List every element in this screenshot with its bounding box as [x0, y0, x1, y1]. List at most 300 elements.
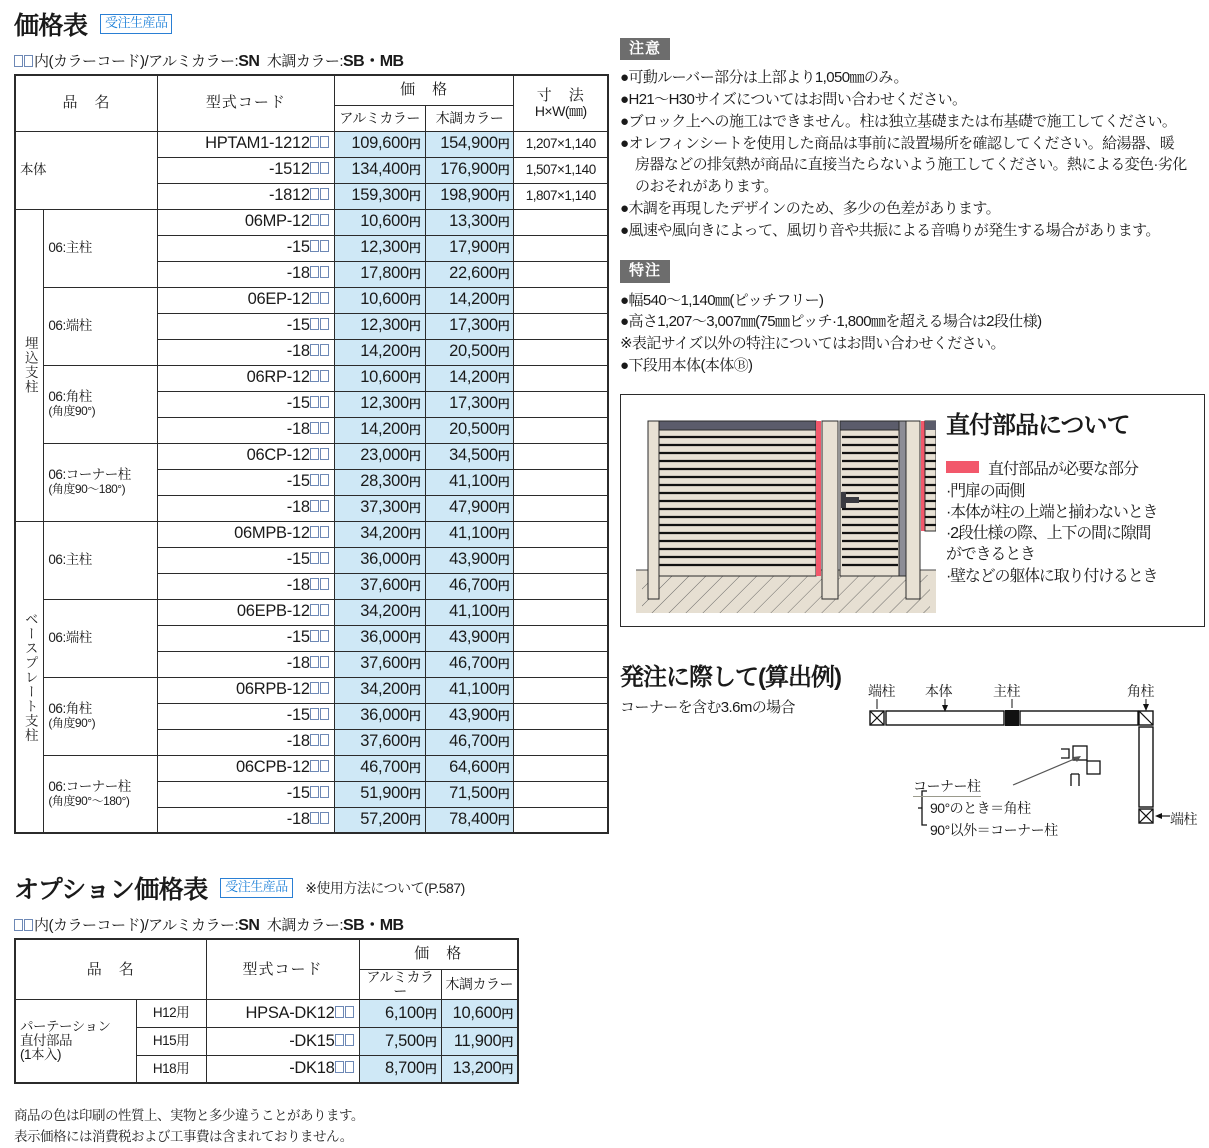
dimension-cell: 1,507×1,140 — [514, 157, 608, 183]
price-table-head — [15, 75, 608, 131]
price-alu-cell: 37,600円 — [334, 651, 425, 677]
color-code-box-icon — [310, 396, 319, 408]
model-code-cell: -1812 — [158, 183, 335, 209]
order-example-heading: 発注に際して(算出例) — [620, 663, 841, 691]
group-label: 本体 — [15, 131, 158, 209]
col-header-price: 価 格 — [334, 75, 514, 105]
color-code-box-icon — [310, 682, 319, 694]
order-diagram-svg — [865, 681, 1205, 841]
color-code-box-icon — [310, 734, 319, 746]
yen-unit: 円 — [497, 371, 510, 386]
order-example-sub: コーナーを含む3.6mの場合 — [620, 698, 795, 716]
color-code-box-icon — [310, 188, 319, 200]
yen-unit: 円 — [497, 267, 510, 282]
option-made-to-order-badge: 受注生産品 — [220, 878, 293, 897]
color-code-box-icon — [320, 188, 329, 200]
condition-line: ができるとき — [946, 546, 1035, 564]
yen-unit: 円 — [497, 553, 510, 568]
model-code-cell: -15 — [158, 547, 335, 573]
price-wood-cell: 43,900円 — [425, 547, 514, 573]
price-table-header — [14, 6, 609, 42]
dimension-cell — [514, 703, 608, 729]
made-to-order-badge: 受注生産品 — [100, 14, 173, 33]
price-alu-cell: 36,000円 — [334, 703, 425, 729]
color-code-box-icon — [320, 422, 329, 434]
yen-unit: 円 — [408, 189, 421, 204]
list-item: ●オレフィンシートを使用した商品は事前に設置場所を確認してください。給湯器、暖 — [620, 134, 1175, 152]
opt-col-header-price: 価 格 — [359, 939, 518, 969]
col-header-wood: 木調カラー — [425, 105, 514, 131]
option-table-body — [15, 999, 518, 1083]
diagram-label-square-post: 角柱 — [1127, 682, 1154, 699]
yen-unit: 円 — [408, 397, 421, 412]
model-code-cell: 06RP-12 — [158, 365, 335, 391]
price-wood-cell: 64,600円 — [425, 755, 514, 781]
price-alu-cell: 10,600円 — [334, 287, 425, 313]
yen-unit: 円 — [408, 579, 421, 594]
dimension-cell — [514, 261, 608, 287]
option-price-alu-cell: 7,500円 — [359, 1027, 441, 1055]
color-code-box-icon — [310, 214, 319, 226]
diagram-label-rule-90: 90°のとき＝角柱 — [930, 799, 1031, 816]
yen-unit: 円 — [408, 241, 421, 256]
color-code-box-icon — [310, 318, 319, 330]
option-model-code-cell: -DK15 — [206, 1027, 359, 1055]
list-item: ●下段用本体(本体Ⓑ) — [620, 356, 753, 374]
illustration-heading: 直付部品について — [946, 411, 1130, 439]
caution-list — [620, 67, 1205, 241]
option-price-table — [14, 938, 519, 1084]
yen-unit: 円 — [497, 683, 510, 698]
color-code-box-icon — [320, 292, 329, 304]
yen-unit: 円 — [408, 683, 421, 698]
model-code-cell: -15 — [158, 235, 335, 261]
condition-line: ·2段仕様の際、上下の間に隙間 — [946, 525, 1151, 543]
subgroup-label: 06:主柱 — [44, 521, 158, 599]
color-code-box-icon — [335, 1006, 344, 1018]
color-code-box-icon — [310, 344, 319, 356]
yen-unit: 円 — [424, 1062, 437, 1077]
price-alu-cell: 57,200円 — [334, 807, 425, 833]
diagram-label-rule-other: 90°以外＝コーナー柱 — [930, 821, 1058, 838]
legend-label: 直付部品が必要な部分 — [988, 460, 1139, 478]
caution-tag: 注意 — [620, 38, 670, 60]
illustration-conditions — [946, 481, 1196, 587]
color-code-box-icon — [310, 630, 319, 642]
color-code-box-icon — [345, 1006, 354, 1018]
option-model-code-cell: -DK18 — [206, 1055, 359, 1083]
list-item: ●木調を再現したデザインのため、多少の色差があります。 — [620, 199, 1001, 217]
model-code-cell: -18 — [158, 261, 335, 287]
color-code-box-icon — [320, 526, 329, 538]
illustration-text — [946, 405, 1196, 587]
price-wood-cell: 46,700円 — [425, 729, 514, 755]
price-wood-cell: 71,500円 — [425, 781, 514, 807]
diagram-label-end-post-right: 端柱 — [1170, 810, 1197, 827]
list-item: ●可動ルーバー部分は上部より1,050㎜のみ。 — [620, 69, 908, 87]
yen-unit: 円 — [408, 605, 421, 620]
color-code-box-icon — [320, 812, 329, 824]
group-label-vertical: ベースプレート支柱 — [15, 521, 44, 833]
yen-unit: 円 — [497, 761, 510, 776]
price-wood-cell: 13,300円 — [425, 209, 514, 235]
price-wood-cell: 154,900円 — [425, 131, 514, 157]
yen-unit: 円 — [497, 293, 510, 308]
price-wood-cell: 41,100円 — [425, 599, 514, 625]
yen-unit: 円 — [408, 215, 421, 230]
color-code-box-icon — [320, 474, 329, 486]
yen-unit: 円 — [501, 1062, 514, 1077]
opt-col-header-name: 品 名 — [15, 939, 206, 999]
opt-col-header-wood: 木調カラー — [441, 969, 518, 999]
option-model-code-cell: HPSA-DK12 — [206, 999, 359, 1027]
yen-unit: 円 — [497, 579, 510, 594]
price-table-color-note — [14, 48, 609, 71]
color-code-box-icon — [320, 552, 329, 564]
option-alu-color-code: SN — [238, 917, 260, 934]
color-code-box-icon — [320, 162, 329, 174]
color-code-box-icon — [310, 708, 319, 720]
color-code-box-icon — [14, 919, 23, 931]
legend-color-chip-icon — [946, 461, 979, 473]
table-row — [15, 365, 608, 391]
model-code-cell: -15 — [158, 313, 335, 339]
price-alu-cell: 134,400円 — [334, 157, 425, 183]
dimension-cell — [514, 235, 608, 261]
yen-unit: 円 — [497, 345, 510, 360]
model-code-cell: -15 — [158, 469, 335, 495]
special-order-section — [620, 260, 1205, 376]
price-wood-cell: 34,500円 — [425, 443, 514, 469]
color-code-box-icon — [310, 578, 319, 590]
price-wood-cell: 20,500円 — [425, 417, 514, 443]
option-usage-note: ※使用方法について(P.587) — [305, 880, 465, 896]
color-code-box-icon — [320, 214, 329, 226]
color-code-box-icon — [320, 266, 329, 278]
color-code-box-icon — [320, 396, 329, 408]
yen-unit: 円 — [408, 501, 421, 516]
color-code-box-icon — [320, 734, 329, 746]
price-wood-cell: 41,100円 — [425, 677, 514, 703]
dimension-cell — [514, 651, 608, 677]
subgroup-label: 06:端柱 — [44, 599, 158, 677]
yen-unit: 円 — [497, 319, 510, 334]
color-code-box-icon — [320, 760, 329, 772]
list-item: ●ブロック上への施工はできません。柱は独立基礎または布基礎で施工してください。 — [620, 112, 1177, 130]
footnote-line: 商品の色は印刷の性質上、実物と多少違うことがあります。 — [14, 1108, 364, 1124]
color-code-box-icon — [310, 552, 319, 564]
yen-unit: 円 — [424, 1034, 437, 1049]
color-code-box-icon — [320, 656, 329, 668]
color-code-box-icon — [310, 474, 319, 486]
list-item: ●幅540～1,140㎜(ピッチフリー) — [620, 291, 824, 309]
option-item-name: パーテーション 直付部品 (1本入) — [15, 999, 136, 1083]
option-price-wood-cell: 10,600円 — [441, 999, 518, 1027]
yen-unit: 円 — [497, 657, 510, 672]
list-item: ※表記サイズ以外の特注についてはお問い合わせください。 — [620, 335, 1005, 352]
yen-unit: 円 — [408, 163, 421, 178]
price-alu-cell: 10,600円 — [334, 209, 425, 235]
price-alu-cell: 12,300円 — [334, 313, 425, 339]
price-alu-cell: 37,600円 — [334, 729, 425, 755]
condition-line: ·本体が柱の上端と揃わないとき — [946, 503, 1158, 521]
col-header-dim — [514, 75, 608, 131]
col-header-alu: アルミカラー — [334, 105, 425, 131]
col-header-code: 型式コード — [158, 75, 335, 131]
price-alu-cell: 36,000円 — [334, 625, 425, 651]
model-code-cell: 06CPB-12 — [158, 755, 335, 781]
yen-unit: 円 — [408, 631, 421, 646]
yen-unit: 円 — [497, 397, 510, 412]
wood-color-code: SB・MB — [342, 53, 404, 70]
price-alu-cell: 46,700円 — [334, 755, 425, 781]
price-alu-cell: 17,800円 — [334, 261, 425, 287]
dimension-cell — [514, 625, 608, 651]
footnotes — [14, 1106, 609, 1148]
list-item: のおそれがあります。 — [635, 178, 778, 195]
yen-unit: 円 — [408, 345, 421, 360]
left-column — [14, 6, 609, 1148]
model-code-cell: -18 — [158, 495, 335, 521]
model-code-cell: -15 — [158, 625, 335, 651]
price-wood-cell: 14,200円 — [425, 365, 514, 391]
color-code-box-icon — [310, 760, 319, 772]
model-code-cell: 06EP-12 — [158, 287, 335, 313]
table-row — [15, 209, 608, 235]
dimension-cell: 1,807×1,140 — [514, 183, 608, 209]
diagram-label-corner-post: コーナー柱 — [913, 776, 981, 797]
option-wood-color-code: SB・MB — [342, 917, 404, 934]
dimension-cell — [514, 781, 608, 807]
price-alu-cell: 51,900円 — [334, 781, 425, 807]
gate-fence-svg — [636, 408, 936, 613]
dimension-cell — [514, 391, 608, 417]
dimension-cell — [514, 677, 608, 703]
yen-unit: 円 — [497, 527, 510, 542]
price-wood-cell: 43,900円 — [425, 625, 514, 651]
price-alu-cell: 34,200円 — [334, 599, 425, 625]
yen-unit: 円 — [497, 501, 510, 516]
table-row — [15, 443, 608, 469]
price-wood-cell: 17,300円 — [425, 391, 514, 417]
color-code-box-icon — [24, 55, 33, 67]
model-code-cell: -15 — [158, 391, 335, 417]
price-wood-cell: 43,900円 — [425, 703, 514, 729]
price-alu-cell: 28,300円 — [334, 469, 425, 495]
subgroup-label: 06:角柱 (角度90°) — [44, 677, 158, 755]
dimension-cell — [514, 807, 608, 833]
color-note-pre: 内(カラーコード)/アルミカラー: — [34, 53, 239, 70]
model-code-cell: 06MPB-12 — [158, 521, 335, 547]
option-height-cell: H15用 — [136, 1027, 206, 1055]
color-code-box-icon — [310, 812, 319, 824]
price-wood-cell: 14,200円 — [425, 287, 514, 313]
yen-unit: 円 — [408, 319, 421, 334]
price-alu-cell: 34,200円 — [334, 521, 425, 547]
diagram-label-body: 本体 — [925, 682, 952, 699]
color-note-mid: 木調カラー: — [266, 53, 343, 70]
option-height-cell: H12用 — [136, 999, 206, 1027]
price-alu-cell: 12,300円 — [334, 235, 425, 261]
subgroup-label: 06:角柱 (角度90°) — [44, 365, 158, 443]
price-alu-cell: 37,600円 — [334, 573, 425, 599]
model-code-cell: 06MP-12 — [158, 209, 335, 235]
model-code-cell: -18 — [158, 729, 335, 755]
dimension-cell — [514, 547, 608, 573]
dimension-cell: 1,207×1,140 — [514, 131, 608, 157]
yen-unit: 円 — [408, 137, 421, 152]
yen-unit: 円 — [408, 735, 421, 750]
color-code-box-icon — [310, 240, 319, 252]
color-code-box-icon — [345, 1034, 354, 1046]
price-alu-cell: 23,000円 — [334, 443, 425, 469]
yen-unit: 円 — [408, 475, 421, 490]
yen-unit: 円 — [497, 449, 510, 464]
page-title: 価格表 — [14, 12, 88, 40]
option-table-title: オプション価格表 — [14, 876, 208, 904]
price-alu-cell: 109,600円 — [334, 131, 425, 157]
color-code-box-icon — [320, 318, 329, 330]
color-code-box-icon — [14, 55, 23, 67]
yen-unit: 円 — [408, 761, 421, 776]
yen-unit: 円 — [408, 267, 421, 282]
table-row — [15, 755, 608, 781]
table-row — [15, 599, 608, 625]
list-item: 房器などの排気熱が商品に直接当たらないよう施工してください。熱による変色·劣化 — [635, 156, 1187, 174]
color-code-box-icon — [310, 500, 319, 512]
yen-unit: 円 — [497, 787, 510, 802]
color-code-box-icon — [320, 604, 329, 616]
gate-fence-illustration — [636, 408, 936, 613]
yen-unit: 円 — [408, 657, 421, 672]
color-code-box-icon — [310, 422, 319, 434]
price-wood-cell: 22,600円 — [425, 261, 514, 287]
yen-unit: 円 — [408, 787, 421, 802]
option-price-alu-cell: 6,100円 — [359, 999, 441, 1027]
model-code-cell: HPTAM1-1212 — [158, 131, 335, 157]
model-code-cell: -18 — [158, 573, 335, 599]
price-wood-cell: 41,100円 — [425, 469, 514, 495]
alu-color-code: SN — [238, 53, 260, 70]
order-example-section — [620, 657, 1205, 847]
dimension-cell — [514, 521, 608, 547]
color-code-box-icon — [320, 240, 329, 252]
special-order-list — [620, 290, 1205, 377]
yen-unit: 円 — [497, 605, 510, 620]
color-code-box-icon — [320, 370, 329, 382]
option-color-note-mid: 木調カラー: — [266, 917, 343, 934]
model-code-cell: -15 — [158, 703, 335, 729]
list-item: ●H21～H30サイズについてはお問い合わせください。 — [620, 91, 967, 108]
dimension-cell — [514, 573, 608, 599]
yen-unit: 円 — [501, 1006, 514, 1021]
dimension-cell — [514, 599, 608, 625]
price-alu-cell: 10,600円 — [334, 365, 425, 391]
color-code-box-icon — [310, 162, 319, 174]
yen-unit: 円 — [497, 813, 510, 828]
yen-unit: 円 — [408, 527, 421, 542]
color-code-box-icon — [320, 344, 329, 356]
subgroup-label: 06:主柱 — [44, 209, 158, 287]
price-alu-cell: 36,000円 — [334, 547, 425, 573]
list-item: ●高さ1,207～3,007㎜(75㎜ピッチ·1,800㎜を超える場合は2段仕様) — [620, 313, 1042, 331]
option-color-note-pre: 内(カラーコード)/アルミカラー: — [34, 917, 239, 934]
dimension-cell — [514, 469, 608, 495]
yen-unit: 円 — [424, 1006, 437, 1021]
model-code-cell: -18 — [158, 807, 335, 833]
dimension-cell — [514, 729, 608, 755]
color-code-box-icon — [320, 500, 329, 512]
color-code-box-icon — [320, 448, 329, 460]
right-column — [620, 38, 1205, 847]
condition-line: ·門扉の両側 — [946, 482, 1025, 500]
yen-unit: 円 — [497, 735, 510, 750]
option-price-wood-cell: 11,900円 — [441, 1027, 518, 1055]
dimension-cell — [514, 443, 608, 469]
model-code-cell: -1512 — [158, 157, 335, 183]
subgroup-label: 06:コーナー柱 (角度90°～180°) — [44, 755, 158, 833]
color-code-box-icon — [320, 136, 329, 148]
price-wood-cell: 198,900円 — [425, 183, 514, 209]
price-wood-cell: 46,700円 — [425, 651, 514, 677]
color-code-box-icon — [345, 1061, 354, 1073]
option-table-head — [15, 939, 518, 999]
model-code-cell: 06RPB-12 — [158, 677, 335, 703]
color-code-box-icon — [310, 526, 319, 538]
price-table — [14, 74, 609, 834]
yen-unit: 円 — [408, 813, 421, 828]
dimension-cell — [514, 495, 608, 521]
yen-unit: 円 — [497, 163, 510, 178]
color-code-box-icon — [310, 292, 319, 304]
model-code-cell: -15 — [158, 781, 335, 807]
table-row — [15, 287, 608, 313]
price-alu-cell: 159,300円 — [334, 183, 425, 209]
color-code-box-icon — [310, 448, 319, 460]
option-table-color-note — [14, 912, 609, 935]
yen-unit: 円 — [497, 241, 510, 256]
dimension-cell — [514, 365, 608, 391]
yen-unit: 円 — [497, 137, 510, 152]
dimension-cell — [514, 417, 608, 443]
color-code-box-icon — [320, 630, 329, 642]
price-wood-cell: 41,100円 — [425, 521, 514, 547]
color-code-box-icon — [310, 656, 319, 668]
price-wood-cell: 17,300円 — [425, 313, 514, 339]
model-code-cell: 06EPB-12 — [158, 599, 335, 625]
yen-unit: 円 — [408, 449, 421, 464]
yen-unit: 円 — [501, 1034, 514, 1049]
color-code-box-icon — [310, 786, 319, 798]
footnote-line: 表示価格には消費税および工事費は含まれておりません。 — [14, 1129, 353, 1145]
dimension-cell — [514, 287, 608, 313]
diagram-label-end-post-top: 端柱 — [868, 682, 895, 699]
col-header-dim-main: 寸 法 — [536, 87, 585, 105]
caution-section — [620, 38, 1205, 241]
table-row — [15, 131, 608, 157]
yen-unit: 円 — [408, 371, 421, 386]
color-code-box-icon — [320, 708, 329, 720]
color-code-box-icon — [24, 919, 33, 931]
subgroup-label: 06:コーナー柱 (角度90～180°) — [44, 443, 158, 521]
color-code-box-icon — [310, 266, 319, 278]
yen-unit: 円 — [497, 215, 510, 230]
group-label-vertical: 埋込支柱 — [15, 209, 44, 521]
dimension-cell — [514, 339, 608, 365]
yen-unit: 円 — [497, 423, 510, 438]
yen-unit: 円 — [497, 475, 510, 490]
price-wood-cell: 47,900円 — [425, 495, 514, 521]
